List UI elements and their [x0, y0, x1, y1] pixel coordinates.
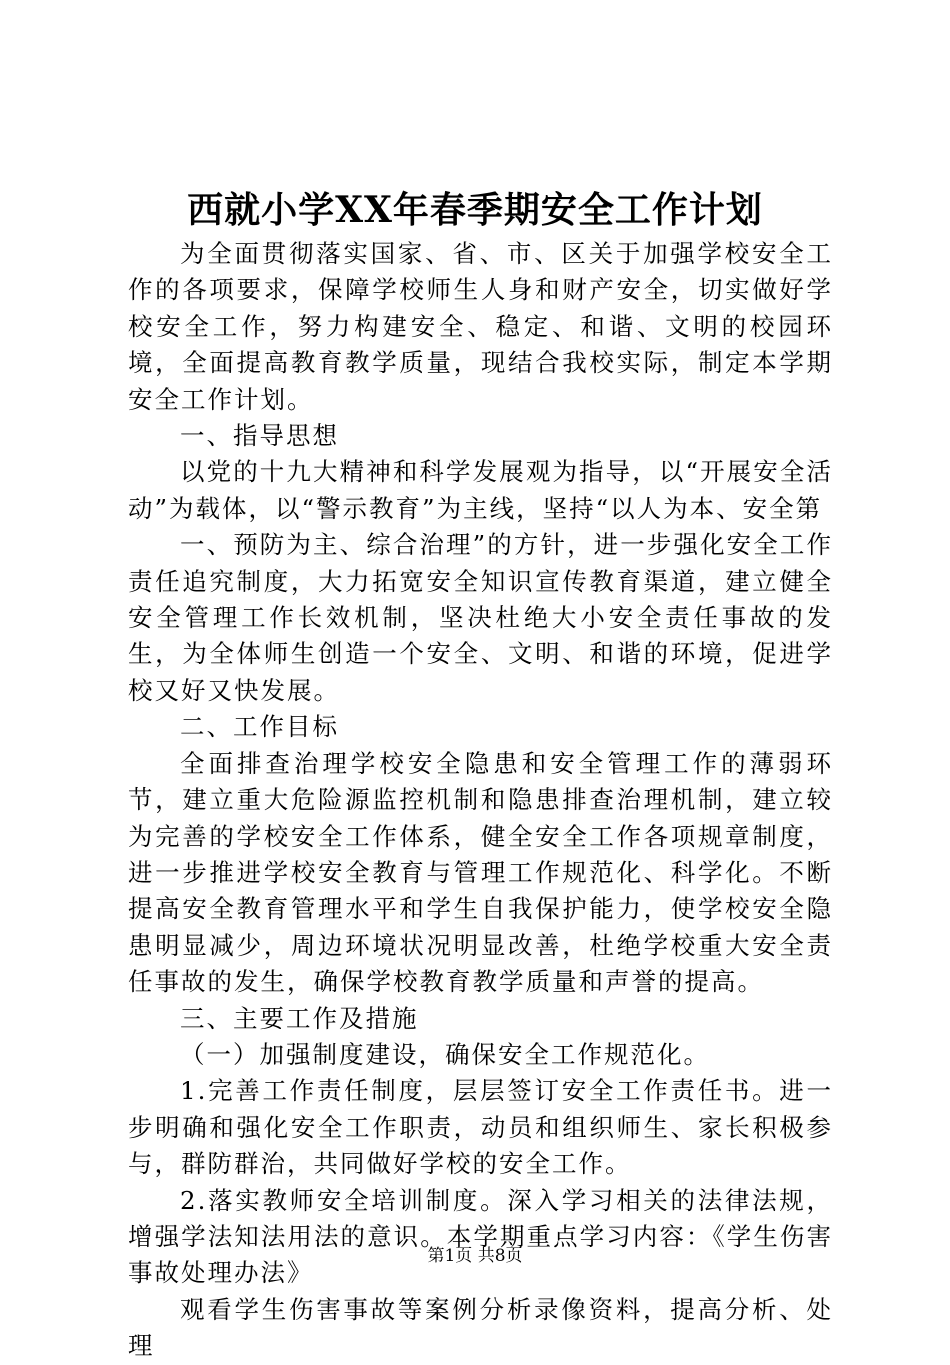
section-heading-main-measures: 三、主要工作及措施: [180, 1003, 419, 1033]
section-heading-work-goals: 二、工作目标: [180, 712, 339, 742]
section-heading-guiding-ideology: 一、指导思想: [180, 421, 339, 451]
measure-item-2: 2.落实教师安全培训制度。深入学习相关的法律法规，增强学法知法用法的意识。本学期重点学习内容：《学生伤害事故处理办法》: [128, 1185, 833, 1288]
measure-item-2-continued: 观看学生伤害事故等案例分析录像资料，提高分析、处理: [128, 1294, 833, 1361]
document-title: 西就小学XX年春季期安全工作计划: [187, 189, 763, 231]
page-number-footer: 第1页 共8页: [427, 1246, 523, 1266]
guiding-ideology-paragraph: 以党的十九大精神和科学发展观为指导，以“开展安全活动”为载体，以“警示教育”为主线，坚持“以人为本、安全第: [128, 457, 833, 523]
measure-item-1: 1.完善工作责任制度，层层签订安全工作责任书。进一步明确和强化安全工作职责，动员和组织师生、家长积极参与，群防群治，共同做好学校的安全工作。: [128, 1076, 833, 1179]
work-goals-paragraph: 全面排查治理学校安全隐患和安全管理工作的薄弱环节，建立重大危险源监控机制和隐患排查治理机制，建立较为完善的学校安全工作体系，健全安全工作各项规章制度，进一步推进学校安全教育与管理工作规范化、科学化。不断提高安全教育管理水平和学生自我保护能力，使学校安全隐患明显减少，周边环境状况明显改善，杜绝学校重大安全责任事故的发生，确保学校教育教学质量和声誉的提高。: [128, 748, 833, 997]
subsection-heading-system-building: （一）加强制度建设，确保安全工作规范化。: [180, 1039, 710, 1069]
guiding-ideology-continued-paragraph: 一、预防为主、综合治理”的方针，进一步强化安全工作责任追究制度，大力拓宽安全知识宣传教育渠道，建立健全安全管理工作长效机制，坚决杜绝大小安全责任事故的发生，为全体师生创造一个安全、文明、和谐的环境，促进学校又好又快发展。: [128, 530, 833, 705]
intro-paragraph: 为全面贯彻落实国家、省、市、区关于加强学校安全工作的各项要求，保障学校师生人身和财产安全，切实做好学校安全工作，努力构建安全、稳定、和谐、文明的校园环境，全面提高教育教学质量，现结合我校实际，制定本学期安全工作计划。: [128, 239, 833, 414]
document-body: [128, 236, 833, 1365]
